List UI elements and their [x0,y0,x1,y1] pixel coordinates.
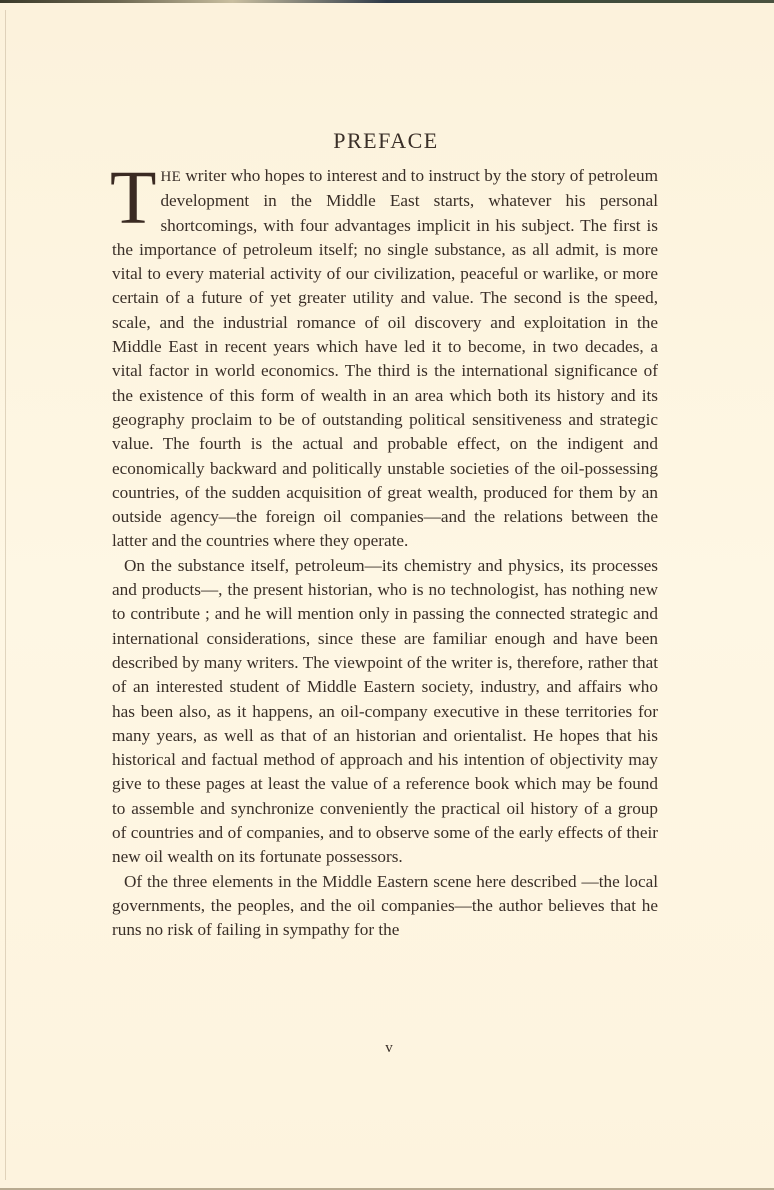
paragraph-1 [110,156,658,554]
paragraph-2: On the substance itself, petroleum—its chemistry and physics, its processes and products—, the present historian, who is no technologist, has nothing new to contribute ; and he will mention only in passing the connected strategic and international considerations, since these are familiar enough and have been described by many writers. The viewpoint of the writer is, therefore, rather that of an interested student of Middle Eastern society, industry, and affairs who has been also, as it happens, an oil-company executive in these territories for many years, as well as that of an historian and orientalist. He hopes that his historical and factual method of approach and his intention of objectivity may give to these pages at least the value of a reference book which may be found to assemble and synchronize conveniently the practical oil history of a group of countries and of companies, and to observe some of the early effects of their new oil wealth on its fortunate possessors. [112,555,658,867]
paragraph-3: Of the three elements in the Middle Eastern scene here described —the local governments, the peoples, and the oil companies—the author believes that he runs no risk of failing in sympathy for the [112,871,658,940]
paragraph-1-text: writer who hopes to interest and to instruct by the story of petroleum development in the Middle East starts, whatever his personal shortcomings, with four advantages implicit in his subject. The first is the importance of petroleum itself; no single substance, as all admit, is more vital to every material activity of our civilization, peaceful or warlike, or more certain of a future of yet greater utility and value. The second is the speed, scale, and the industrial romance of oil discovery and exploitation in the Middle East in recent years which have led it to become, in two decades, a vital factor in world economics. The third is the international significance of the existence of this form of wealth in an area which both its history and its geography proclaim to be of outstanding political sensitiveness and strategic value. The fourth is the actual and probable effect, on the indigent and economically backward and politically unstable societies of the oil-possessing countries, of the sudden acquisition of great wealth, produced for them by an outside agency—the foreign oil companies—and the relations between the latter and the countries where they operate. [112,166,658,551]
page-gutter-line [5,10,6,1180]
preface-text-block [112,128,658,943]
first-word-smallcaps: HE [160,169,182,185]
drop-cap: T [110,156,157,240]
page-top-edge [0,0,774,3]
page-title: PREFACE [333,128,439,153]
page-number: v [385,1040,393,1056]
